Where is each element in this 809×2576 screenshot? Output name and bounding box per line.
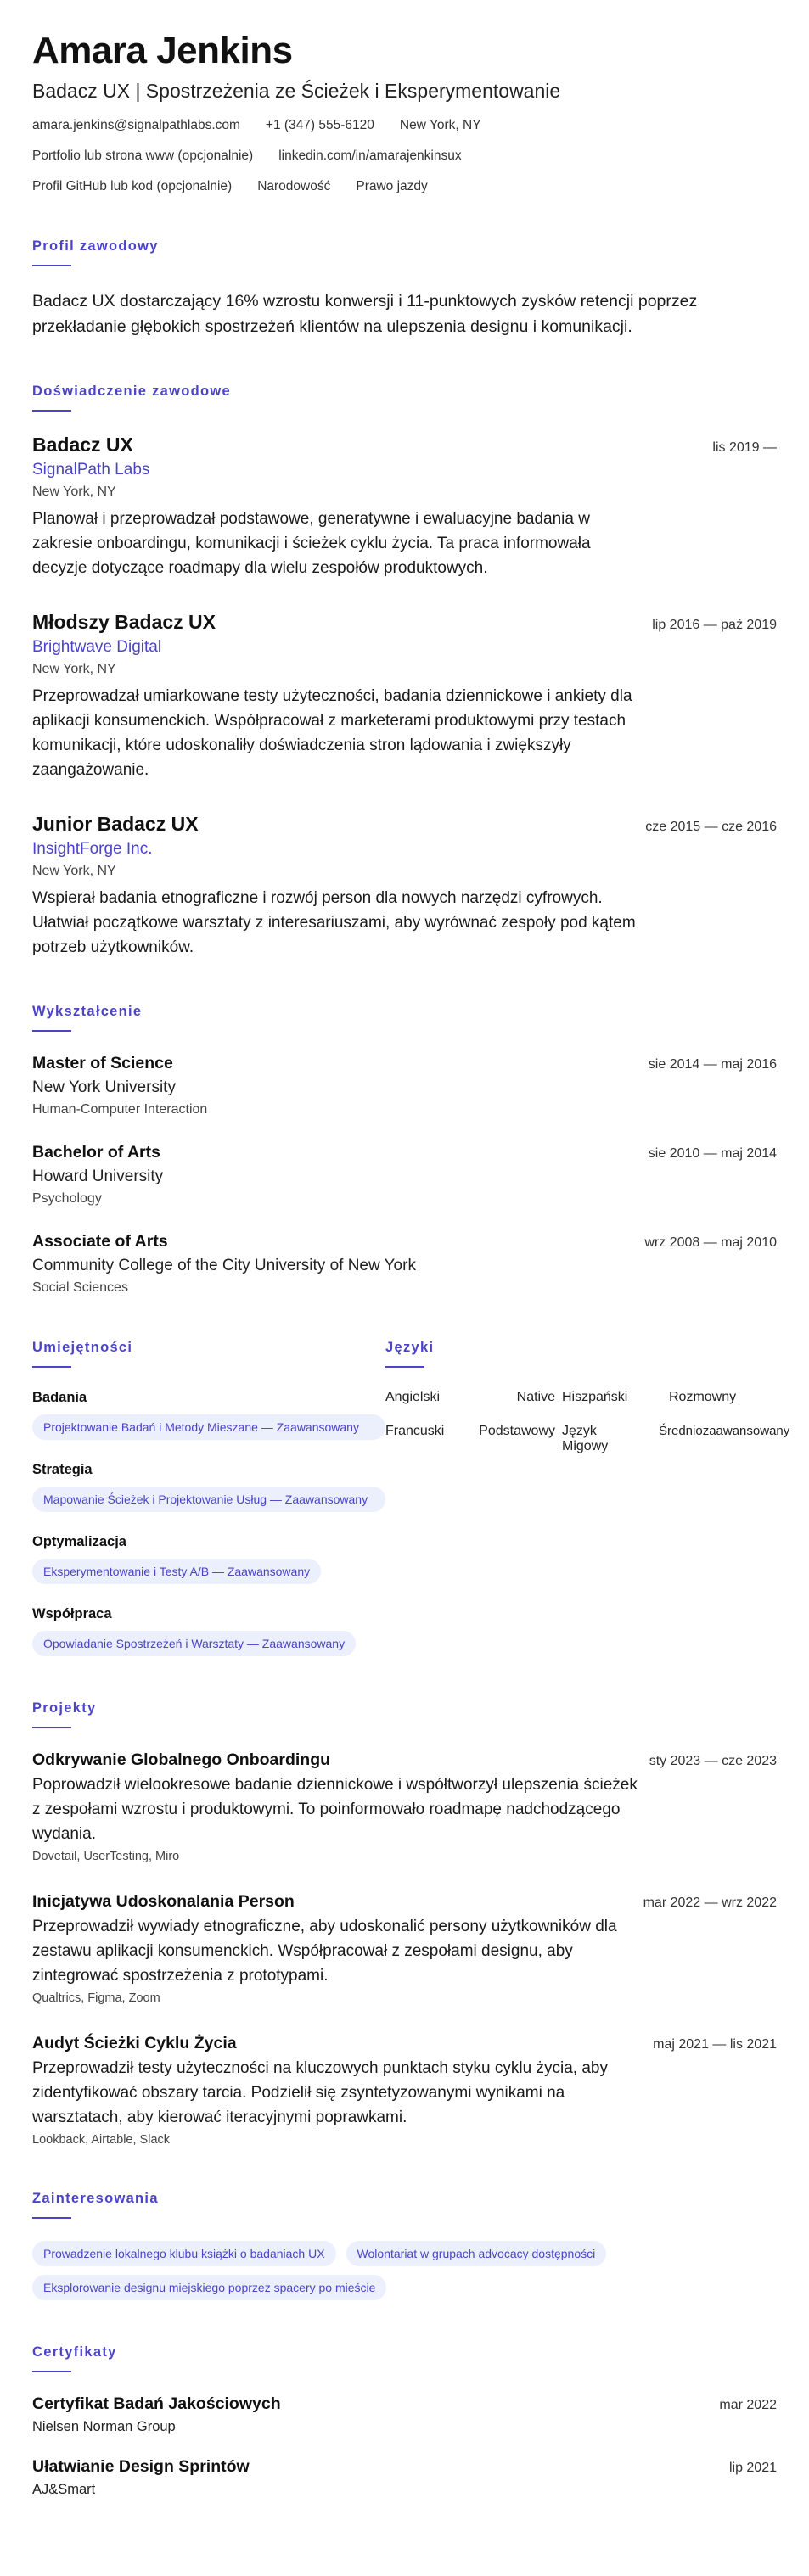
candidate-headline: Badacz UX | Spostrzeżenia ze Ścieżek i Eksperymentowanie — [32, 80, 561, 103]
job-company: SignalPath Labs — [32, 461, 150, 479]
degree-title: Associate of Arts — [32, 1232, 168, 1252]
language-name: Angielski — [385, 1390, 441, 1405]
job-title: Junior Badacz UX — [32, 813, 199, 836]
section-divider — [385, 1366, 424, 1368]
job-title: Młodszy Badacz UX — [32, 611, 216, 634]
contact-phone[interactable]: +1 (347) 555-6120 — [265, 118, 374, 133]
job-location: New York, NY — [32, 484, 116, 500]
interest-pill: Eksplorowanie designu miejskiego poprzez spacery po mieście — [32, 2275, 386, 2300]
summary-text: Badacz UX dostarczający 16% wzrostu konwersji i 11-punktowych zysków retencji poprzez przekładanie głębokich spostrzeżeń klientów na ulepszenia designu i komunikacji. — [32, 292, 698, 337]
section-title-certifications: Certyfikaty — [32, 2344, 117, 2360]
section-title-education: Wykształcenie — [32, 1004, 143, 1020]
contact-portfolio[interactable]: Portfolio lub strona www (opcjonalnie) — [32, 148, 254, 164]
education-entry — [32, 1143, 777, 1207]
experience-entry — [32, 434, 777, 580]
interests-section — [32, 2191, 777, 2300]
certification-name: Certyfikat Badań Jakościowych — [32, 2394, 281, 2414]
experience-entry — [32, 813, 777, 960]
section-title-experience: Doświadczenie zawodowe — [32, 384, 231, 400]
contact-email[interactable]: amara.jenkins@signalpathlabs.com — [32, 118, 240, 133]
candidate-name: Amara Jenkins — [32, 30, 293, 71]
section-divider — [32, 1366, 71, 1368]
language-name: Francuski — [385, 1424, 445, 1439]
project-tools: Qualtrics, Figma, Zoom — [32, 1991, 160, 2006]
project-entry — [32, 1892, 777, 2005]
degree-title: Bachelor of Arts — [32, 1143, 160, 1162]
languages-section — [385, 1340, 789, 1656]
project-description: Przeprowadził testy użyteczności na kluczowych punktach styku cyklu życia, aby zidentyfikować obszary tarcia. Podzielił się zsyntetyzowanymi wynikami na warsztatach, aby kierować iteracyjnymi poprawkami. — [32, 2059, 608, 2127]
field-of-study: Social Sciences — [32, 1280, 128, 1296]
summary-section — [32, 238, 777, 339]
certifications-section — [32, 2344, 777, 2498]
certification-entry — [32, 2457, 777, 2498]
school-name: Community College of the City University of New York — [32, 1257, 416, 1275]
project-description: Poprowadził wielookresowe badanie dziennickowe i współtworzył ulepszenia ścieżek z zespołami wzrostu i produktowymi. To poinformowało roadmapę nadchodzącego wydania. — [32, 1776, 638, 1844]
job-description: Przeprowadzał umiarkowane testy użyteczności, badania dziennickowe i ankiety dla aplikacji konsumenckich. Współpracował z marketerami produktowymi przy testach komunikacji, które udoskonaliły doświadczenia stron lądowania i zwiększyły zaangażowanie. — [32, 687, 632, 780]
certification-entry — [32, 2394, 777, 2435]
contact-row-1 — [32, 118, 777, 133]
job-description: Planował i przeprowadzał podstawowe, generatywne i ewaluacyjne badania w zakresie onboardingu, komunikacji i ścieżek cyklu życia. Ta praca informowała decyzje dotyczące roadmapy dla wielu zespołów produktowych. — [32, 510, 591, 578]
project-dates: mar 2022 — wrz 2022 — [643, 1896, 777, 1911]
certification-issuer: Nielsen Norman Group — [32, 2419, 176, 2435]
certification-date: mar 2022 — [719, 2398, 777, 2413]
section-title-interests: Zainteresowania — [32, 2191, 159, 2207]
section-divider — [32, 1030, 71, 1032]
skill-group-name: Optymalizacja — [32, 1534, 126, 1550]
job-dates: cze 2015 — cze 2016 — [645, 820, 777, 835]
section-divider — [32, 2217, 71, 2219]
section-divider — [32, 265, 71, 266]
contact-linkedin[interactable]: linkedin.com/in/amarajenkinsux — [278, 148, 462, 164]
job-title: Badacz UX — [32, 434, 133, 456]
skills-section — [32, 1340, 385, 1656]
skill-group-name: Współpraca — [32, 1606, 112, 1622]
education-entry — [32, 1232, 777, 1296]
project-tools: Dovetail, UserTesting, Miro — [32, 1850, 180, 1864]
certification-issuer: AJ&Smart — [32, 2482, 96, 2498]
school-name: New York University — [32, 1078, 176, 1097]
contact-row-2 — [32, 148, 777, 164]
job-location: New York, NY — [32, 864, 116, 879]
contact-github[interactable]: Profil GitHub lub kod (opcjonalnie) — [32, 179, 233, 194]
job-company: Brightwave Digital — [32, 638, 162, 657]
experience-section — [32, 384, 777, 960]
interest-pill: Prowadzenie lokalnego klubu książki o badaniach UX — [32, 2241, 336, 2266]
job-location: New York, NY — [32, 662, 116, 677]
school-name: Howard University — [32, 1168, 164, 1186]
section-title-skills: Umiejętności — [32, 1340, 133, 1356]
languages-grid — [385, 1390, 789, 1454]
certification-date: lip 2021 — [728, 2461, 777, 2476]
section-title-languages: Języki — [385, 1340, 435, 1356]
interest-pill: Wolontariat w grupach advocacy dostępności — [346, 2241, 607, 2266]
project-dates: maj 2021 — lis 2021 — [653, 2037, 777, 2052]
language-level: Native — [516, 1390, 555, 1405]
education-entry — [32, 1054, 777, 1117]
language-level: Rozmowny — [669, 1390, 737, 1405]
project-entry — [32, 1750, 777, 1863]
job-company: InsightForge Inc. — [32, 840, 153, 859]
section-title-projects: Projekty — [32, 1700, 97, 1716]
skill-pill: Eksperymentowanie i Testy A/B — Zaawansowany — [32, 1559, 321, 1584]
education-section — [32, 1004, 777, 1296]
section-divider — [32, 1727, 71, 1728]
projects-section — [32, 1700, 777, 2147]
language-level: Średniozaawansowany — [659, 1424, 790, 1439]
education-dates: sie 2010 — maj 2014 — [648, 1146, 777, 1162]
project-entry — [32, 2034, 777, 2147]
skill-group — [32, 1534, 385, 1584]
section-title-summary: Profil zawodowy — [32, 238, 159, 255]
job-dates: lis 2019 — — [712, 440, 777, 456]
skill-group-name: Badania — [32, 1390, 87, 1406]
skill-pill: Projektowanie Badań i Metody Mieszane — Zaawansowany — [32, 1414, 385, 1440]
project-name: Audyt Ścieżki Cyklu Życia — [32, 2034, 237, 2053]
language-level: Podstawowy — [479, 1424, 555, 1439]
skill-pill: Opowiadanie Spostrzeżeń i Warsztaty — Zaawansowany — [32, 1631, 356, 1656]
skill-group-name: Strategia — [32, 1462, 93, 1478]
education-dates: wrz 2008 — maj 2010 — [644, 1235, 777, 1251]
contact-row-3 — [32, 179, 777, 194]
skill-group — [32, 1390, 385, 1440]
skill-group — [32, 1606, 385, 1656]
field-of-study: Human-Computer Interaction — [32, 1102, 208, 1117]
project-dates: sty 2023 — cze 2023 — [649, 1754, 777, 1769]
certification-name: Ułatwianie Design Sprintów — [32, 2457, 250, 2477]
job-description: Wspierał badania etnograficzne i rozwój person dla nowych narzędzi cyfrowych. Ułatwiał początkowe warsztaty z interesariuszami, aby wyrównać zespoły pod kątem potrzeb użytkowników. — [32, 889, 636, 957]
project-description: Przeprowadził wywiady etnograficzne, aby udoskonalić persony użytkowników dla zestawu aplikacji konsumenckich. Współpracował z zespołami designu, aby zintegrować spostrzeżenia z prototypami. — [32, 1918, 617, 1985]
project-name: Odkrywanie Globalnego Onboardingu — [32, 1750, 331, 1770]
job-dates: lip 2016 — paź 2019 — [652, 618, 777, 633]
skill-pill: Mapowanie Ścieżek i Projektowanie Usług — Zaawansowany — [32, 1487, 385, 1512]
project-tools: Lookback, Airtable, Slack — [32, 2133, 171, 2148]
project-name: Inicjatywa Udoskonalania Person — [32, 1892, 295, 1912]
section-divider — [32, 2371, 71, 2372]
skill-group — [32, 1462, 385, 1512]
field-of-study: Psychology — [32, 1191, 102, 1207]
experience-entry — [32, 611, 777, 782]
contact-nationality: Narodowość — [257, 179, 331, 194]
skills-languages-row — [32, 1340, 790, 1656]
degree-title: Master of Science — [32, 1054, 173, 1073]
contact-location: New York, NY — [399, 118, 481, 133]
interests-list — [32, 2241, 777, 2300]
language-name: Język Migowy — [562, 1424, 609, 1454]
resume-header — [32, 31, 777, 194]
language-name: Hiszpański — [562, 1390, 628, 1405]
section-divider — [32, 410, 71, 412]
education-dates: sie 2014 — maj 2016 — [648, 1057, 777, 1072]
contact-driving-license: Prawo jazdy — [356, 179, 428, 194]
